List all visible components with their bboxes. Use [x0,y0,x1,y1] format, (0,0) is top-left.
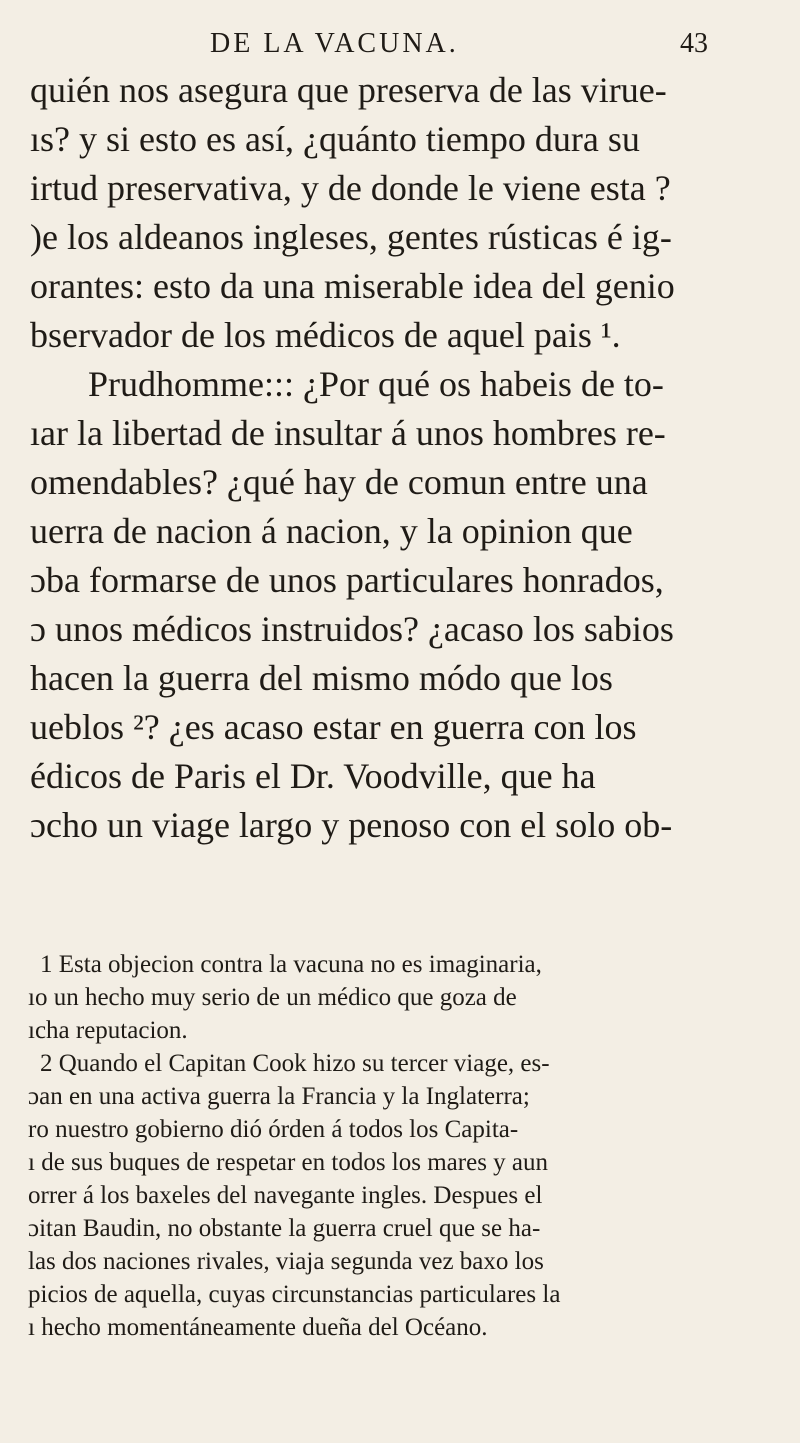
body-line: ueblos ²? ¿es acaso estar en guerra con los [30,707,637,747]
body-line: bservador de los médicos de aquel pais ¹. [30,315,621,355]
body-line: uerra de nacion á nacion, y la opinion que [30,511,633,551]
footnote-line: ɔitan Baudin, no obstante la guerra cruel que se ha- [28,1215,541,1242]
body-line: ɔ unos médicos instruidos? ¿acaso los sabios [30,609,674,649]
body-line: hacen la guerra del mismo módo que los [30,658,613,698]
footnotes [28,948,800,1344]
footnote-line: picios de aquella, cuyas circunstancias particulares la [28,1281,561,1308]
body-line: irtud preservativa, y de donde le viene esta ? [30,168,671,208]
footnote-line: ıo un hecho muy serio de un médico que goza de [28,984,517,1011]
page-number: 43 [680,28,708,59]
footnote-line: las dos naciones rivales, viaja segunda vez baxo los [28,1248,544,1275]
page-header [0,22,800,72]
body-line: omendables? ¿qué hay de comun entre una [30,462,648,502]
body-line: édicos de Paris el Dr. Voodville, que ha [30,756,596,796]
body-line: ɔcho un viage largo y penoso con el solo ob- [30,805,673,845]
body-line: )e los aldeanos ingleses, gentes rústicas é ig- [30,217,672,257]
footnote-line: 1 Esta objecion contra la vacuna no es imaginaria, [40,951,542,978]
running-title: DE LA VACUNA. [210,28,459,59]
footnote-line: ɔan en una activa guerra la Francia y la Inglaterra; [28,1083,530,1110]
body-line: quién nos asegura que preserva de las virue- [30,70,667,110]
body-text [30,66,800,850]
body-line: ɔba formarse de unos particulares honrados, [30,560,664,600]
body-line: ıs? y si esto es así, ¿quánto tiempo dura su [30,119,640,159]
footnote-line: 2 Quando el Capitan Cook hizo su tercer viage, es- [40,1050,550,1077]
body-line: orantes: esto da una miserable idea del genio [30,266,675,306]
footnote-line: ı de sus buques de respetar en todos los mares y aun [28,1149,549,1176]
body-line: Prudhomme::: ¿Por qué os habeis de to- [88,364,664,404]
footnote-line: ıcha reputacion. [28,1017,188,1044]
body-line: ıar la libertad de insultar á unos hombres re- [30,413,666,453]
footnote-line: ı hecho momentáneamente dueña del Océano. [28,1314,488,1341]
footnote-line: ro nuestro gobierno dió órden á todos los Capita- [28,1116,519,1143]
footnote-line: orrer á los baxeles del navegante ingles. Despues el [28,1182,543,1209]
